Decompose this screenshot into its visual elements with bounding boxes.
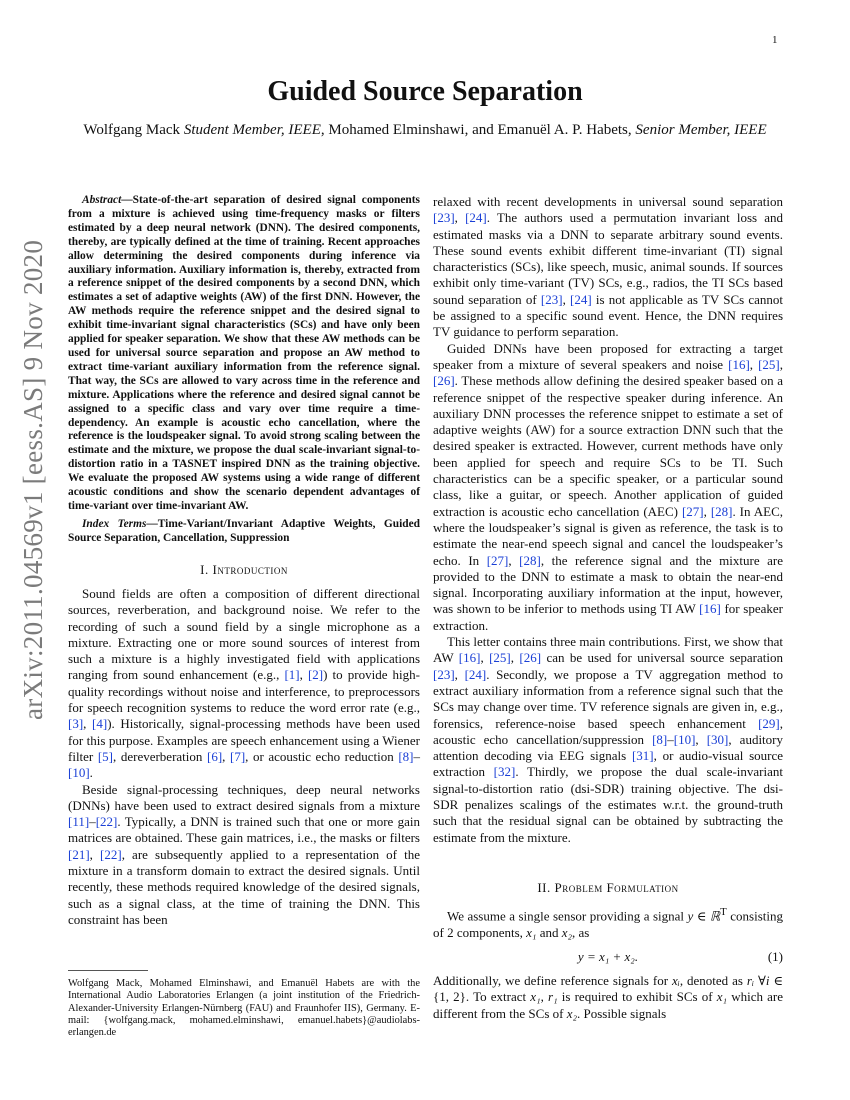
paragraph-text: is not applicable as TV SCs cannot be assigned to a specific sound event. Hence, the DNN requires TV guidance to perform separation. [433,291,784,340]
pf2-a: Additionally, we define reference signals for [433,973,673,989]
citation-link[interactable]: [26] [519,650,542,666]
citation-link[interactable]: [27] [486,552,509,568]
pf2-ri: rᵢ [746,973,755,989]
pf2-g: which are different from the SCs of [433,989,784,1021]
citation-link[interactable]: [24] [464,666,487,682]
paragraph-text: . These methods allow defining the desired speaker based on a reference snippet of the respective speaker during inference. An auxiliary DNN processes the reference snippet to estimate a set of adaptive weights (AW) for a source extraction DNN such that the desired speaker is extracted. However, current methods have only been applied for speech and require SCs to be TI. Such characteristics can be a specific speaker, or a particular sound class, like a guitar, or speech. Another application of guided extraction is acoustic echo cancellation (AEC) [433,373,783,519]
author-line [0,122,850,139]
citation-link[interactable]: [25] [758,356,780,372]
citation-link[interactable]: [8] [652,731,668,747]
pf2-x1: x₁ [530,989,541,1005]
paragraph-text: , the reference signal and the mixture are provided to the DNN to estimate a mask to obtain the near-end signal. Incorporating auxiliary information at the input, however, was shown to be inferior to methods using TI AW [433,552,783,617]
page-number: 1 [772,34,778,46]
citation-link[interactable]: [3] [68,716,84,732]
paragraph-text: . Thirdly, we propose the dual scale-invariant signal-to-distortion ratio (dsi-SDR) training objective. The dsi-SDR penalizes scalings of the estimates w.r.t. the ground-truth such that the residual signal can be obtained by subtracting the estimate from the mixture. [433,764,783,845]
pf2-h: . Possible signals [577,1005,667,1021]
pf2-b: , denoted as [679,973,747,989]
paragraph-text: , are subsequently applied to a representation of the mixture in a transform domain to extract the desired signals. Until recently, these methods required knowledge of the desired signals, such as a signal class, at the time of training the DNN. This constraint has been [68,846,420,927]
problem-paragraph-2 [433,973,783,1022]
equation-1 [433,945,783,969]
citation-link[interactable]: [16] [728,356,750,372]
pf2-x2: x₂ [566,1005,578,1021]
pf-text-e: , as [572,924,590,940]
paragraph-text: . Secondly, we propose a TV aggregation method to extract auxiliary information from a reference signal such that the SCs may change over time. TV reference signals are given in, e.g., forensics, reference-noise based speech enhancement [433,666,784,731]
author-3-role: Senior Member, IEEE [635,122,767,138]
citation-link[interactable]: [7] [229,748,246,764]
arxiv-stamp: arXiv:2011.04569v1 [eess.AS] 9 Nov 2020 [18,239,48,720]
citation-link[interactable]: [32] [493,764,516,780]
pf2-e: , [540,989,549,1005]
pf2-c: ∀ [754,973,766,989]
citation-link[interactable]: [28] [519,552,541,568]
citation-link[interactable]: [30] [706,731,729,747]
right-paragraph-2 [433,341,783,634]
paragraph-text: , [695,731,707,747]
paragraph-text: , [222,748,230,764]
abstract-label: Abstract [82,194,122,206]
citation-link[interactable]: [1] [284,667,300,683]
intro-paragraph-2 [68,782,420,929]
author-middle: , Mohamed Elminshawi, and Emanuël A. P. Habets, [320,122,636,138]
index-terms-text: —Time-Variant/Invariant Adaptive Weights, Guided Source Separation, Cancellation, Suppression [68,517,421,544]
abstract [68,194,420,514]
paragraph-text: This letter contains three main contributions. First, we show that AW [433,634,783,666]
citation-link[interactable]: [24] [570,291,592,307]
paragraph-text: , [749,356,759,372]
citation-link[interactable]: [25] [489,650,511,666]
citation-link[interactable]: [16] [458,650,481,666]
citation-link[interactable]: [4] [92,716,108,732]
paragraph-text: , [703,503,711,519]
pf-math-y: y ∈ ℝ [687,908,721,924]
citation-link[interactable]: [6] [206,748,223,764]
left-column [68,194,420,928]
pf2-x1b: x₁ [716,989,728,1005]
intro-paragraph-1 [68,586,420,782]
paragraph-text: ). Historically, signal-processing methods have been used for this purpose. Examples are speech enhancement using a Wiener filter [68,716,420,764]
paragraph-text: for speaker extraction. [433,601,783,633]
pf-math-x2: x₂ [561,924,573,940]
citation-link[interactable]: [31] [631,748,654,764]
pf2-xi: xᵢ [672,973,680,989]
citation-link[interactable]: [22] [95,814,118,830]
footnote-rule [68,970,148,971]
citation-link[interactable]: [23] [433,210,455,226]
paragraph-text: , [508,552,520,568]
right-paragraph-1 [433,194,783,341]
citation-link[interactable]: [26] [433,373,455,389]
equation-number: (1) [767,949,783,965]
pf2-d: ∈ {1, 2}. To extract [433,973,784,1005]
paragraph-text: . Typically, a DNN is trained such that one or more gain matrices are obtained. These gain matrices, i.e., the masks or filters [68,814,420,846]
citation-link[interactable]: [23] [433,666,455,682]
problem-paragraph-1 [433,904,783,941]
author-1-role: Student Member, IEEE [183,122,321,138]
paragraph-text: , or audio-visual source extraction [433,748,783,780]
footnote: Wolfgang Mack, Mohamed Elminshawi, and Emanuël Habets are with the International Audio Laboratories Erlangen (a joint institution of the Friedrich-Alexander-University Erlangen-Nürnberg (FAU) and Fraunhofer IIS), Germany. E-mail: {wolfgang.mack, mohamed.elminshawi, emanuel.habets}@audiolabs-erlangen.de [68,978,420,1039]
pf-math-x1: x₁ [526,924,537,940]
paragraph-text: Beside signal-processing techniques, deep neural networks (DNNs) have been used to extract desired signals from a mixture [68,781,420,813]
paragraph-text: . [89,765,93,781]
citation-link[interactable]: [2] [307,667,324,683]
citation-link[interactable]: [8] [398,748,414,764]
citation-link[interactable]: [10] [68,765,90,781]
equation-body: y = x₁ + x₂. [577,949,639,965]
citation-link[interactable]: [11] [68,814,90,830]
paragraph-text: , [83,716,93,732]
paragraph-text: Sound fields are often a composition of different directional sources, reverberation, and background noise. We refer to the recording of such a sound field by a single microphone as a mixture. Extracting one or more sound sources of interest from such a mixture is a highly investigated field with applications ranging from sound enhancement (e.g., [68,585,420,683]
right-paragraph-3 [433,634,783,846]
pf-text-c: consisting of 2 components, [433,908,783,940]
citation-link[interactable]: [5] [97,748,114,764]
citation-link[interactable]: [22] [100,846,122,862]
paragraph-text: . In AEC, where the loudspeaker’s signal is given as reference, the task is to estimate the near-end speech signal and cancel the loudspeaker’s echo. In [433,503,783,568]
section-heading-problem-formulation: II. Problem Formulation [537,879,679,895]
pf-text-a: We assume a single sensor providing a signal [447,908,688,924]
pf-math-sup: T [720,906,727,919]
citation-link[interactable]: [28] [710,503,733,519]
paragraph-text: , [299,667,308,683]
right-column [433,194,783,1022]
citation-link[interactable]: [24] [465,210,487,226]
paragraph-text: – [413,748,421,764]
paragraph-text: , [779,356,784,372]
citation-link[interactable]: [21] [68,846,90,862]
citation-link[interactable]: [16] [699,601,721,617]
paragraph-text: ) to provide high-quality recordings without noise and interference, to preprocessors for speech recognition systems to reduce the word error rate (e.g., [68,667,420,716]
paragraph-text: – [667,731,674,747]
paragraph-text: relaxed with recent developments in universal sound separation [433,194,783,209]
paragraph-text: , [480,650,490,666]
index-terms [68,518,420,546]
paragraph-text: , dereverberation [113,748,207,764]
paragraph-text: , acoustic echo cancellation/suppression [433,715,783,747]
index-terms-label: Index Terms [82,517,147,530]
paragraph-text: Guided DNNs have been proposed for extracting a target speaker from a mixture of several speakers and noise [433,340,783,372]
paper-title: Guided Source Separation [267,76,583,107]
paragraph-text: , or acoustic echo reduction [245,748,399,764]
paragraph-text: . The authors used a permutation invariant loss and estimated masks via a DNN to separate arbitrary sound events. These sound events exhibit different time-invariant (TI) signal characteristics (SCs), like speech, music, animal sounds. If sources exhibit only time-variant (TV) SCs, e.g., radios, the TI SCs based sound separation of [433,210,784,307]
author-1: Wolfgang Mack [83,122,181,138]
pf2-r1: r₁ [548,989,558,1005]
pf-text-d: and [536,924,562,940]
pf2-i: i [765,973,770,989]
paragraph-text: , [562,291,571,307]
paragraph-text: , [454,210,466,226]
paragraph-text: , [89,846,101,862]
paragraph-text: can be used for universal source separation [541,650,784,666]
citation-link[interactable]: [27] [681,503,704,519]
paragraph-text: , [510,650,520,666]
paragraph-text: , [454,666,465,682]
pf2-f: is required to exhibit SCs of [557,989,717,1005]
paragraph-text: – [89,814,96,830]
citation-link[interactable]: [23] [540,291,563,307]
abstract-text: —State-of-the-art separation of desired signal components from a mixture is achieved using time-frequency masks or filters estimated by a deep neural network (DNN). The desired components, thereby, are typically defined at the time of training. Recent approaches allow determining the desired components during inference via auxiliary information. Auxiliary information is, thereby, extracted from a reference snippet of the desired components by a second DNN, which estimates a set of adaptive weights (AW) of the first DNN. However, the AW methods require the reference snippet and the desired signal to exhibit time-invariant signal characteristics (SCs) and have only been applied for speaker separation. We show that these AW methods can be used for universal source separation and propose an AW method to extract time-variant auxiliary information from the reference signal. That way, the SCs are allowed to vary across time in the reference and mixture. Applications where the reference and desired signal cannot be assigned to a specific class and vary over time require a time-dependency. An example is acoustic echo cancellation, where the reference is the loudspeaker signal. To avoid strong scaling between the estimate and the mixture, we propose the dual scale-invariant signal-to-distortion ratio in a TASNET inspired DNN as the training objective. We evaluate the proposed AW systems using a wide range of different acoustic conditions and show the scenario dependent advantages of time-variant over time-invariant AW. [68,194,420,512]
citation-link[interactable]: [10] [673,731,696,747]
citation-link[interactable]: [29] [758,715,780,731]
section-heading-introduction: I. Introduction [200,561,288,577]
paragraph-text: , auditory attention decoding via EEG signals [433,731,783,764]
